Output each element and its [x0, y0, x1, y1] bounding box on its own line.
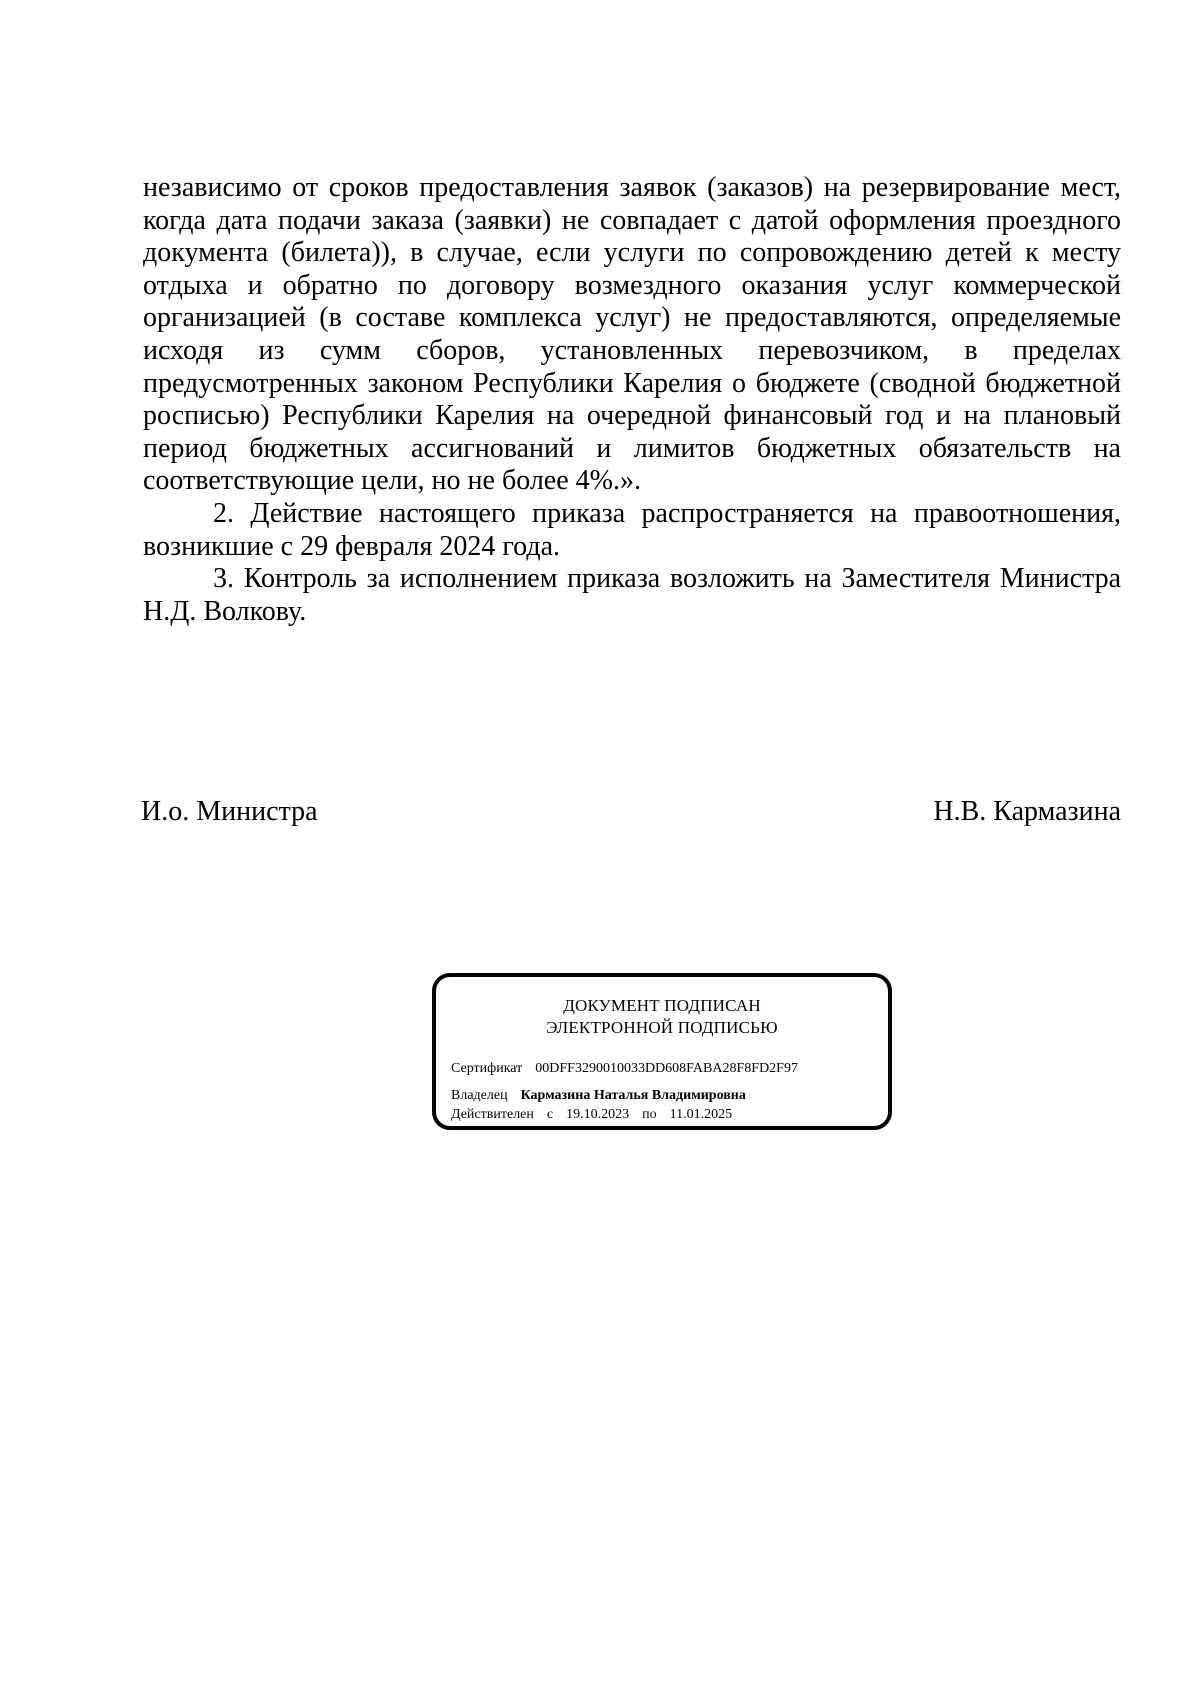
stamp-title-line-2: ЭЛЕКТРОННОЙ ПОДПИСЬЮ: [546, 1018, 778, 1037]
stamp-owner-line: [451, 1087, 746, 1105]
valid-from-date: 19.10.2023: [566, 1107, 630, 1122]
document-body: [143, 172, 1121, 628]
stamp-validity-line: [451, 1106, 732, 1124]
electronic-signature-stamp: [432, 973, 892, 1130]
signer-position: И.о. Министра: [141, 796, 318, 827]
signature-block: [141, 795, 1121, 829]
paragraph-item-3: 3. Контроль за исполнением приказа возложить на Заместителя Министра Н.Д. Волкову.: [143, 563, 1121, 627]
stamp-title-line-1: ДОКУМЕНТ ПОДПИСАН: [563, 996, 761, 1015]
paragraph-continuation: независимо от сроков предоставления заявок (заказов) на резервирование мест, когда дата подачи заказа (заявки) не совпадает с датой оформления проездного документа (билета)), в случае, если услуги по сопровождению детей к месту отдыха и обратно по договору возмездного оказания услуг коммерческой организацией (в составе комплекса услуг) не предоставляются, определяемые исходя из сумм сборов, установленных перевозчиком, в пределах предусмотренных законом Республики Карелия о бюджете (сводной бюджетной росписью) Республики Карелия на очередной финансовый год и на плановый период бюджетных ассигнований и лимитов бюджетных обязательств на соответствующие цели, но не более 4%.».: [143, 172, 1121, 497]
signer-name: Н.В. Кармазина: [933, 796, 1121, 827]
valid-to-label: по: [642, 1107, 657, 1122]
stamp-certificate-line: [451, 1060, 798, 1078]
certificate-value: 00DFF3290010033DD608FABA28F8FD2F97: [535, 1061, 798, 1076]
valid-label: Действителен: [451, 1107, 534, 1122]
owner-label: Владелец: [451, 1088, 508, 1103]
certificate-label: Сертификат: [451, 1061, 523, 1076]
owner-value: Кармазина Наталья Владимировна: [520, 1088, 746, 1103]
valid-to-date: 11.01.2025: [669, 1107, 733, 1122]
stamp-title: [436, 995, 888, 1039]
paragraph-item-2: 2. Действие настоящего приказа распространяется на правоотношения, возникшие с 29 февраля 2024 года.: [143, 497, 1121, 562]
valid-from-label: с: [546, 1107, 554, 1122]
